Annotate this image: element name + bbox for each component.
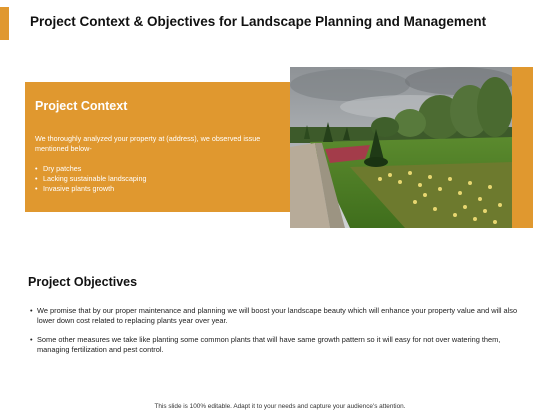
project-context-body: We thoroughly analyzed your property at (address), we observed issue mentioned below-: [35, 134, 261, 153]
project-context-heading: Project Context: [35, 99, 128, 113]
context-list-item: • Invasive plants growth: [35, 184, 280, 194]
context-list-item: • Dry patches: [35, 164, 280, 174]
project-context-list: [35, 164, 280, 194]
slide-title: Project Context & Objectives for Landscape Planning and Management: [30, 14, 487, 29]
project-objectives-list: [30, 306, 530, 364]
footer-note: This slide is 100% editable. Adapt it to your needs and capture your audience's attention.: [154, 403, 406, 410]
project-objectives-heading: Project Objectives: [28, 275, 138, 289]
title-accent-bar: [0, 7, 9, 40]
context-list-item: • Lacking sustainable landscaping: [35, 174, 280, 184]
objective-list-item: • We promise that by our proper maintenance and planning we will boost your landscape beauty which will enhance your property value and will also lower down cost related to replacing plants year over year.: [30, 306, 530, 327]
project-context-panel: [25, 82, 290, 212]
objective-list-item: • Some other measures we take like planting some common plants that will have same growth pattern so it will easy for not over watering them, managing fertilization and pest control.: [30, 335, 530, 356]
garden-photo: [290, 67, 512, 228]
photo-accent-strip: [512, 67, 533, 228]
